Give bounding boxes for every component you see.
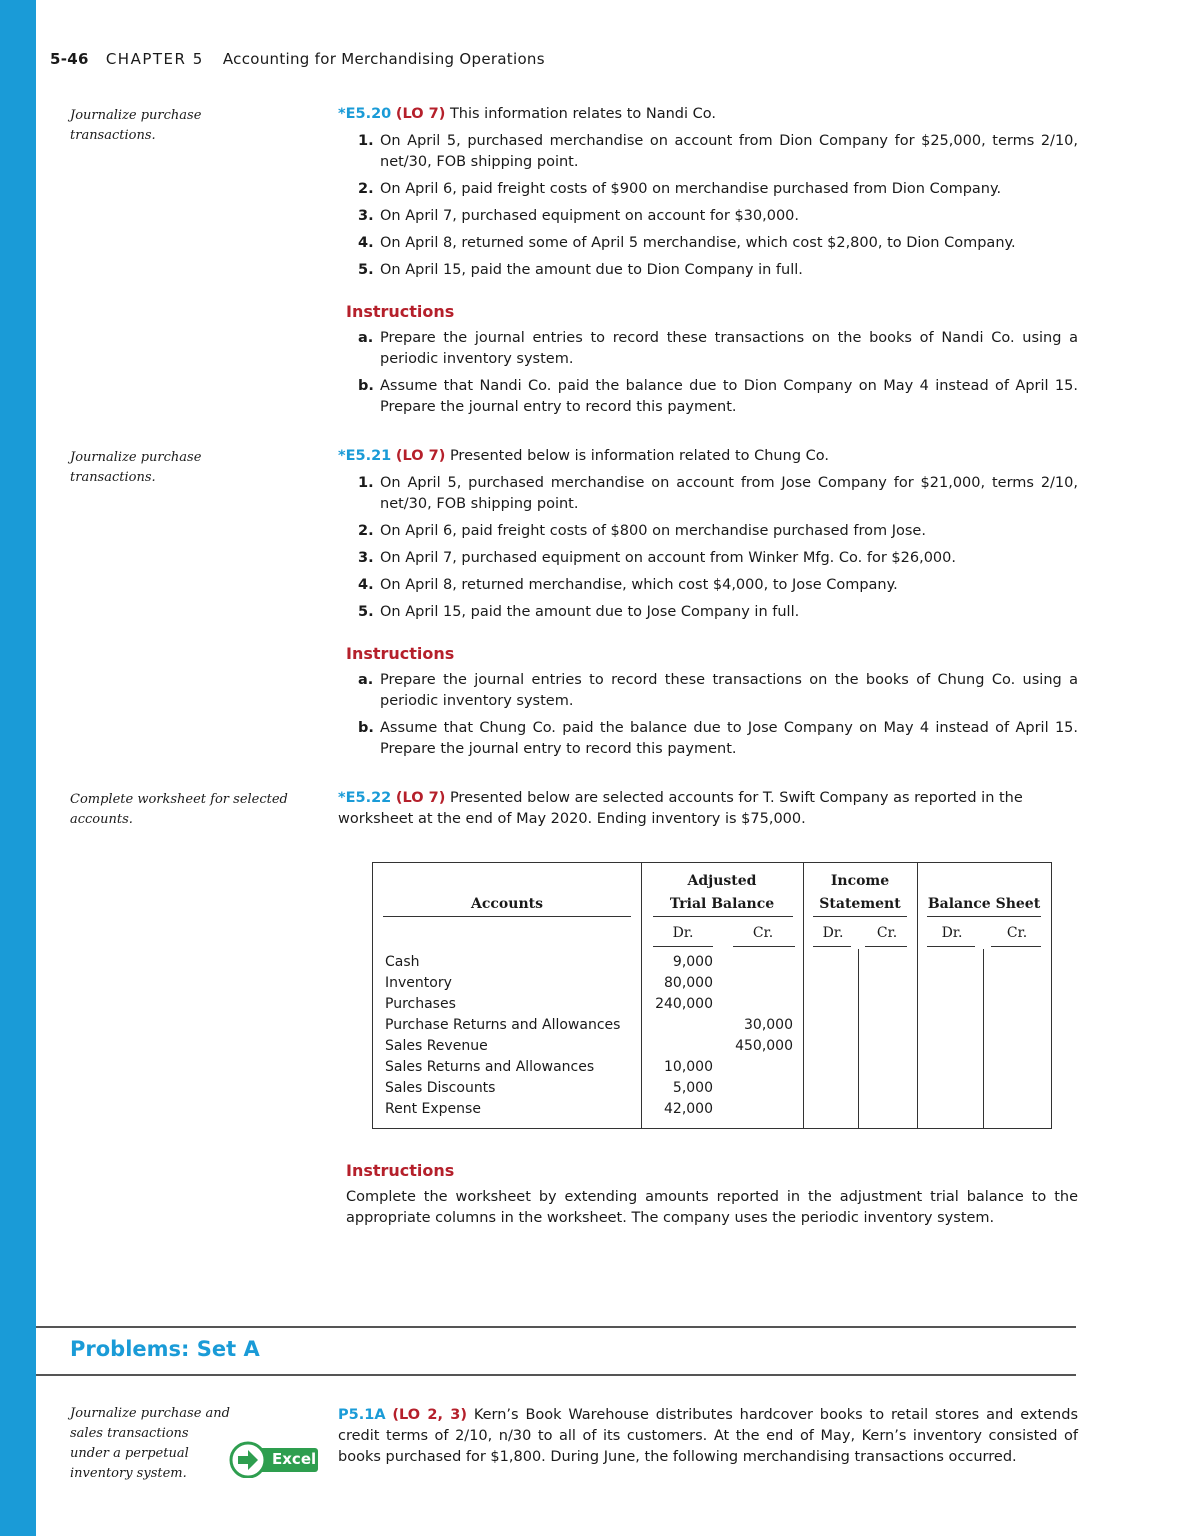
header-balance-sheet: Balance Sheet: [927, 896, 1041, 912]
exercise-e521: [338, 446, 1078, 766]
margin-note-e521: Journalize purchase transactions.: [70, 450, 202, 485]
table-row-account: Purchases: [385, 996, 456, 1012]
exercise-intro: Presented below is information related to Chung Co.: [449, 448, 829, 464]
instructions-heading: Instructions: [346, 644, 455, 663]
atb-dr-value: 5,000: [672, 1080, 713, 1096]
chapter-title: Accounting for Merchandising Operations: [222, 50, 545, 68]
transaction-list: [338, 473, 1078, 623]
excel-badge[interactable]: [228, 1440, 320, 1478]
instructions-heading: Instructions: [346, 1161, 455, 1180]
margin-note-e520: Journalize purchase transactions.: [70, 108, 202, 143]
exercise-intro: This information relates to Nandi Co.: [449, 106, 716, 122]
chapter-spine-bar: [0, 0, 36, 1536]
table-row-account: Sales Revenue: [385, 1038, 488, 1054]
atb-cr-value: 30,000: [744, 1017, 793, 1033]
list-item: 1. On April 5, purchased merchandise on account from Jose Company for $21,000, terms 2/10, net/30, FOB shipping point.: [358, 475, 1078, 512]
page-header: [50, 50, 545, 68]
problem-p51a: [338, 1405, 1078, 1468]
header-atb-dr: Dr.: [672, 925, 694, 941]
list-item: 3. On April 7, purchased equipment on account for $30,000.: [358, 208, 800, 224]
header-is-dr: Dr.: [822, 925, 844, 941]
table-row-account: Rent Expense: [385, 1101, 481, 1117]
exercise-e522: [338, 788, 1078, 830]
list-item: 4. On April 8, returned merchandise, which cost $4,000, to Jose Company.: [358, 577, 898, 593]
list-item: b. Assume that Nandi Co. paid the balance due to Dion Company on May 4 instead of April 15. Prepare the journal entry to record this payment.: [358, 378, 1078, 415]
worksheet-table: [372, 862, 1052, 1129]
list-item: 5. On April 15, paid the amount due to Jose Company in full.: [358, 604, 800, 620]
chapter-label: CHAPTER 5: [105, 50, 204, 68]
exercise-number: *E5.20: [338, 106, 392, 122]
instructions-list: [338, 670, 1078, 760]
section-divider-bottom: [36, 1374, 1076, 1376]
list-item: 1. On April 5, purchased merchandise on account from Dion Company for $25,000, terms 2/10, net/30, FOB shipping point.: [358, 133, 1078, 170]
section-divider-top: [36, 1326, 1076, 1328]
atb-dr-value: 9,000: [672, 954, 713, 970]
header-accounts: Accounts: [471, 896, 543, 912]
margin-note-p51a: Journalize purchase and sales transactions under a perpetual inventory system.: [70, 1406, 230, 1481]
problem-number: P5.1A: [338, 1407, 386, 1423]
instructions-text: Complete the worksheet by extending amounts reported in the adjustment trial balance to the appropriate columns in the worksheet. The company uses the periodic inventory system.: [346, 1189, 1078, 1226]
table-row-account: Cash: [385, 954, 420, 970]
instructions-list: [338, 328, 1078, 418]
instructions-heading: Instructions: [346, 302, 455, 321]
problem-body: Kern’s Book Warehouse distributes hardcover books to retail stores and extends credit terms of 2/10, n/30 to all of its customers. At the end of May, Kern’s inventory consisted of books purchased for $1,800. During June, the following merchandising transactions occurred.: [338, 1407, 1079, 1465]
atb-dr-value: 42,000: [664, 1101, 713, 1117]
header-income: Income: [830, 873, 890, 889]
exercise-e520: [338, 104, 1078, 424]
list-item: 2. On April 6, paid freight costs of $900 on merchandise purchased from Dion Company.: [358, 181, 1002, 197]
list-item: 2. On April 6, paid freight costs of $800 on merchandise purchased from Jose.: [358, 523, 926, 539]
margin-note-e522: Complete worksheet for selected accounts.: [70, 792, 288, 827]
learning-objective: (LO 2, 3): [392, 1407, 467, 1423]
exercise-number: *E5.21: [338, 448, 392, 464]
e522-instructions: [338, 1160, 1078, 1229]
list-item: 4. On April 8, returned some of April 5 merchandise, which cost $2,800, to Dion Company.: [358, 235, 1016, 251]
atb-dr-value: 240,000: [655, 996, 713, 1012]
list-item: a. Prepare the journal entries to record these transactions on the books of Nandi Co. using a periodic inventory system.: [358, 330, 1078, 367]
section-title: Problems: Set A: [70, 1337, 260, 1361]
exercise-number: *E5.22: [338, 790, 392, 806]
table-row-account: Sales Returns and Allowances: [385, 1059, 595, 1075]
page-number: 5-46: [50, 50, 89, 68]
learning-objective: (LO 7): [395, 106, 446, 122]
list-item: b. Assume that Chung Co. paid the balance due to Jose Company on May 4 instead of April 15. Prepare the journal entry to record this payment.: [358, 720, 1078, 757]
problem-text: [338, 1405, 1078, 1468]
list-item: 5. On April 15, paid the amount due to Dion Company in full.: [358, 262, 803, 278]
excel-label: Excel: [272, 1450, 317, 1468]
header-atb-cr: Cr.: [752, 925, 774, 941]
header-statement: Statement: [819, 896, 901, 912]
learning-objective: (LO 7): [395, 790, 446, 806]
table-row-account: Sales Discounts: [385, 1080, 496, 1096]
atb-cr-value: 450,000: [735, 1038, 793, 1054]
transaction-list: [338, 131, 1078, 281]
exercise-heading: [338, 788, 1078, 830]
exercise-heading: [338, 446, 1078, 467]
header-bs-dr: Dr.: [941, 925, 963, 941]
learning-objective: (LO 7): [395, 448, 446, 464]
atb-dr-value: 80,000: [664, 975, 713, 991]
table-row-account: Inventory: [385, 975, 452, 991]
atb-dr-value: 10,000: [664, 1059, 713, 1075]
header-bs-cr: Cr.: [1006, 925, 1028, 941]
header-is-cr: Cr.: [876, 925, 898, 941]
list-item: a. Prepare the journal entries to record these transactions on the books of Chung Co. using a periodic inventory system.: [358, 672, 1078, 709]
header-trial-balance: Trial Balance: [669, 896, 775, 912]
header-adjusted: Adjusted: [687, 873, 757, 889]
exercise-intro: Presented below are selected accounts for T. Swift Company as reported in the worksheet at the end of May 2020. Ending inventory is $75,000.: [338, 790, 1023, 827]
exercise-heading: [338, 104, 1078, 125]
table-row-account: Purchase Returns and Allowances: [385, 1017, 621, 1033]
list-item: 3. On April 7, purchased equipment on account from Winker Mfg. Co. for $26,000.: [358, 550, 956, 566]
